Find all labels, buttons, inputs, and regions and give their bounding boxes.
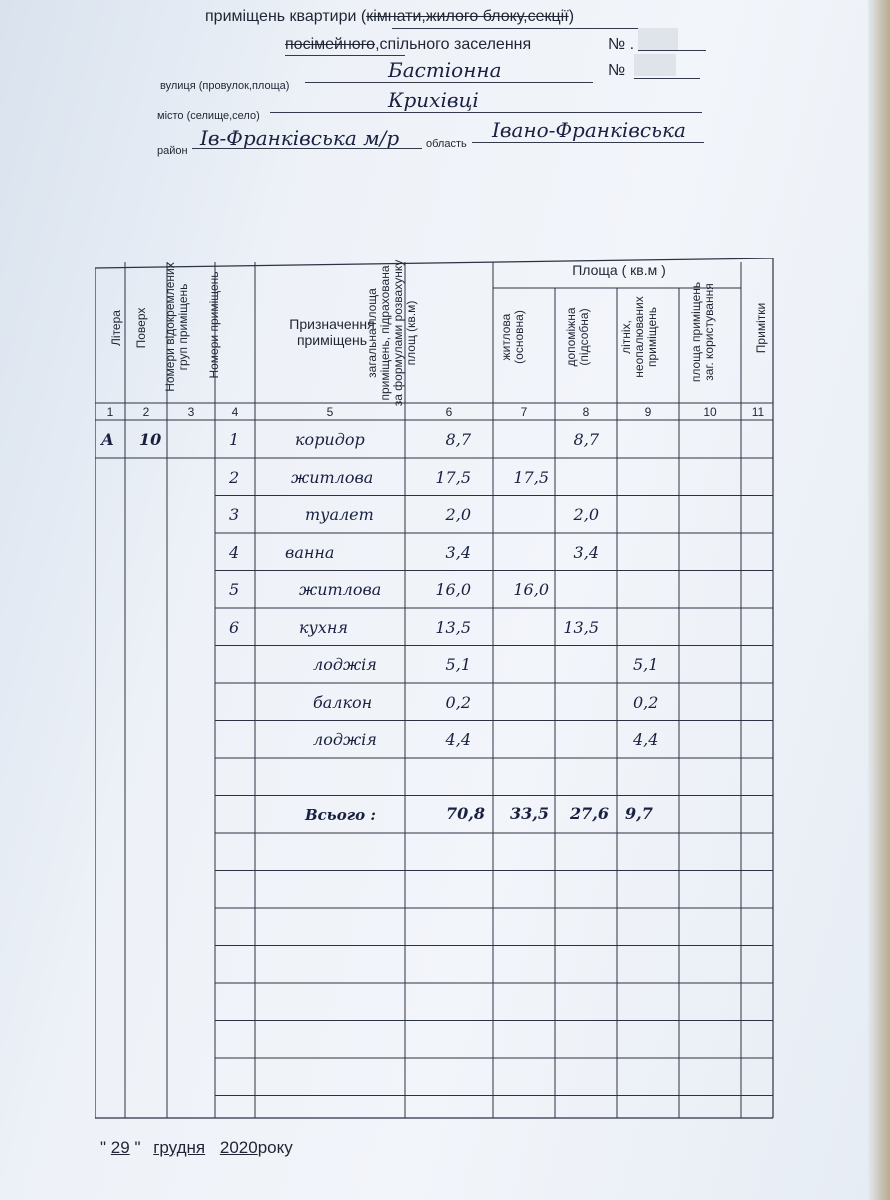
street-label: вулиця (провулок,площа): [160, 80, 290, 92]
cell-purpose: житлова: [299, 580, 382, 599]
city-label: місто (селище,село): [157, 110, 260, 122]
cell-room-number: 5: [229, 580, 240, 599]
col-header-purpose: Призначення приміщень: [289, 316, 375, 348]
number-underline-2: [634, 78, 700, 79]
cell-purpose: туалет: [305, 505, 374, 524]
col-num-11: 11: [751, 405, 765, 419]
col-num-4: 4: [231, 405, 239, 419]
cell-summer-area: 0,2: [633, 692, 659, 712]
col-num-10: 10: [703, 405, 717, 419]
cell-summer-area: 4,4: [633, 730, 659, 749]
col-num-7: 7: [520, 405, 528, 419]
col-num-2: 2: [142, 405, 150, 419]
cell-purpose: коридор: [295, 430, 365, 449]
cell-living-area: 16,0: [513, 580, 549, 599]
street-underline: [305, 82, 593, 83]
col-header-notes: Примітки: [754, 302, 768, 354]
cell-total-area: 8,7: [445, 430, 471, 449]
cell-total-area: 4,4: [445, 730, 471, 749]
header-line2-struck: посімейного: [285, 36, 376, 53]
cell-total-area: 17,5: [435, 467, 471, 487]
col-header-room-numbers: Номери приміщень: [207, 271, 221, 379]
cell-floor: 10: [139, 430, 162, 449]
redacted-area-2: [634, 54, 676, 76]
street-value: Бастіонна: [388, 58, 502, 82]
footer-date: [100, 1138, 293, 1158]
cell-summer-area: 5,1: [633, 655, 659, 674]
col-header-summer: літніх, неопалюваних приміщень: [619, 296, 659, 378]
cell-purpose: кухня: [299, 617, 348, 637]
col-header-total: загальна площа приміщень, підрахована за формулами розвахунку площ (кв.м): [365, 259, 418, 407]
background-edge: [868, 0, 890, 1200]
col-num-8: 8: [582, 405, 590, 419]
col-num-5: 5: [326, 405, 334, 419]
header-line-1: [205, 8, 574, 26]
header-line2-rest: ,спільного заселення: [375, 36, 532, 53]
cell-total-area: 3,4: [445, 542, 471, 562]
city-underline: [270, 112, 702, 113]
col-header-living: житлова (основна): [499, 310, 526, 364]
district-value: Ів-Франківська м/р: [200, 126, 400, 150]
cell-total-area: 2,0: [445, 505, 471, 524]
col-num-1: 1: [106, 405, 114, 419]
header-line1-suffix: ): [568, 8, 575, 25]
number-label-2: №: [608, 62, 626, 79]
cell-total-area: 0,2: [445, 692, 471, 712]
city-value: Крихівці: [388, 88, 479, 112]
header-underline-1: [392, 28, 642, 29]
header-underline-2: [285, 55, 405, 56]
col-header-litera: Літера: [109, 310, 123, 346]
cell-total-area: 13,5: [435, 617, 471, 637]
cell-room-number: 1: [229, 430, 240, 449]
cell-aux-area: 13,5: [563, 617, 599, 637]
col-header-groups: Номери відокремлених груп приміщень: [163, 262, 190, 392]
footer-year: 2020: [219, 1138, 258, 1157]
cell-total-area: 5,1: [445, 655, 471, 674]
number-label-1: № .: [608, 36, 635, 53]
col-header-area-group: Площа ( кв.м ): [572, 262, 666, 278]
cell-room-number: 3: [229, 505, 240, 524]
cell-aux-area: 8,7: [573, 430, 599, 449]
col-num-3: 3: [187, 405, 195, 419]
header-line1-struck: кімнати,жилого блоку,секції: [366, 8, 569, 25]
col-num-6: 6: [445, 405, 453, 419]
col-header-floor: Поверх: [134, 307, 148, 349]
redacted-area: [638, 28, 678, 50]
cell-room-number: 2: [229, 467, 240, 487]
cell-purpose: балкон: [313, 692, 373, 712]
header-line-2: [285, 36, 531, 54]
footer-day: 29: [110, 1138, 130, 1157]
cell-purpose: лоджія: [313, 655, 377, 674]
total-label: Всього :: [305, 806, 376, 824]
cell-total-area: 16,0: [435, 580, 471, 599]
region-label: область: [426, 138, 467, 150]
cell-room-number: 6: [229, 617, 240, 637]
cell-purpose: житлова: [291, 467, 374, 487]
total-summer: 9,7: [625, 804, 653, 823]
cell-purpose: ванна: [285, 542, 335, 562]
total-area: 70,8: [446, 804, 485, 823]
cell-room-number: 4: [229, 542, 240, 562]
cell-purpose: лоджія: [313, 730, 377, 749]
cell-litera: А: [101, 430, 115, 449]
cell-aux-area: 2,0: [573, 505, 599, 524]
total-aux: 27,6: [570, 804, 609, 823]
region-underline: [472, 142, 704, 143]
number-underline-1: [638, 50, 706, 51]
footer-quote-open: ": [100, 1138, 107, 1157]
col-header-common: площа приміщень заг. користування: [689, 281, 716, 383]
rooms-table: [95, 258, 775, 1120]
district-underline: [192, 148, 422, 149]
col-num-9: 9: [644, 405, 652, 419]
cell-aux-area: 3,4: [573, 542, 599, 562]
col-header-aux: допоміжна (підсобна): [564, 307, 591, 367]
district-label: район: [157, 145, 188, 157]
footer-quote-close: ": [134, 1138, 141, 1157]
footer-month: грудня: [153, 1138, 206, 1157]
region-value: Івано-Франківська: [492, 118, 686, 142]
footer-suffix: року: [257, 1138, 293, 1157]
cell-living-area: 17,5: [513, 467, 549, 487]
total-living: 33,5: [510, 804, 549, 823]
header-line1-prefix: приміщень квартири (: [205, 8, 367, 25]
